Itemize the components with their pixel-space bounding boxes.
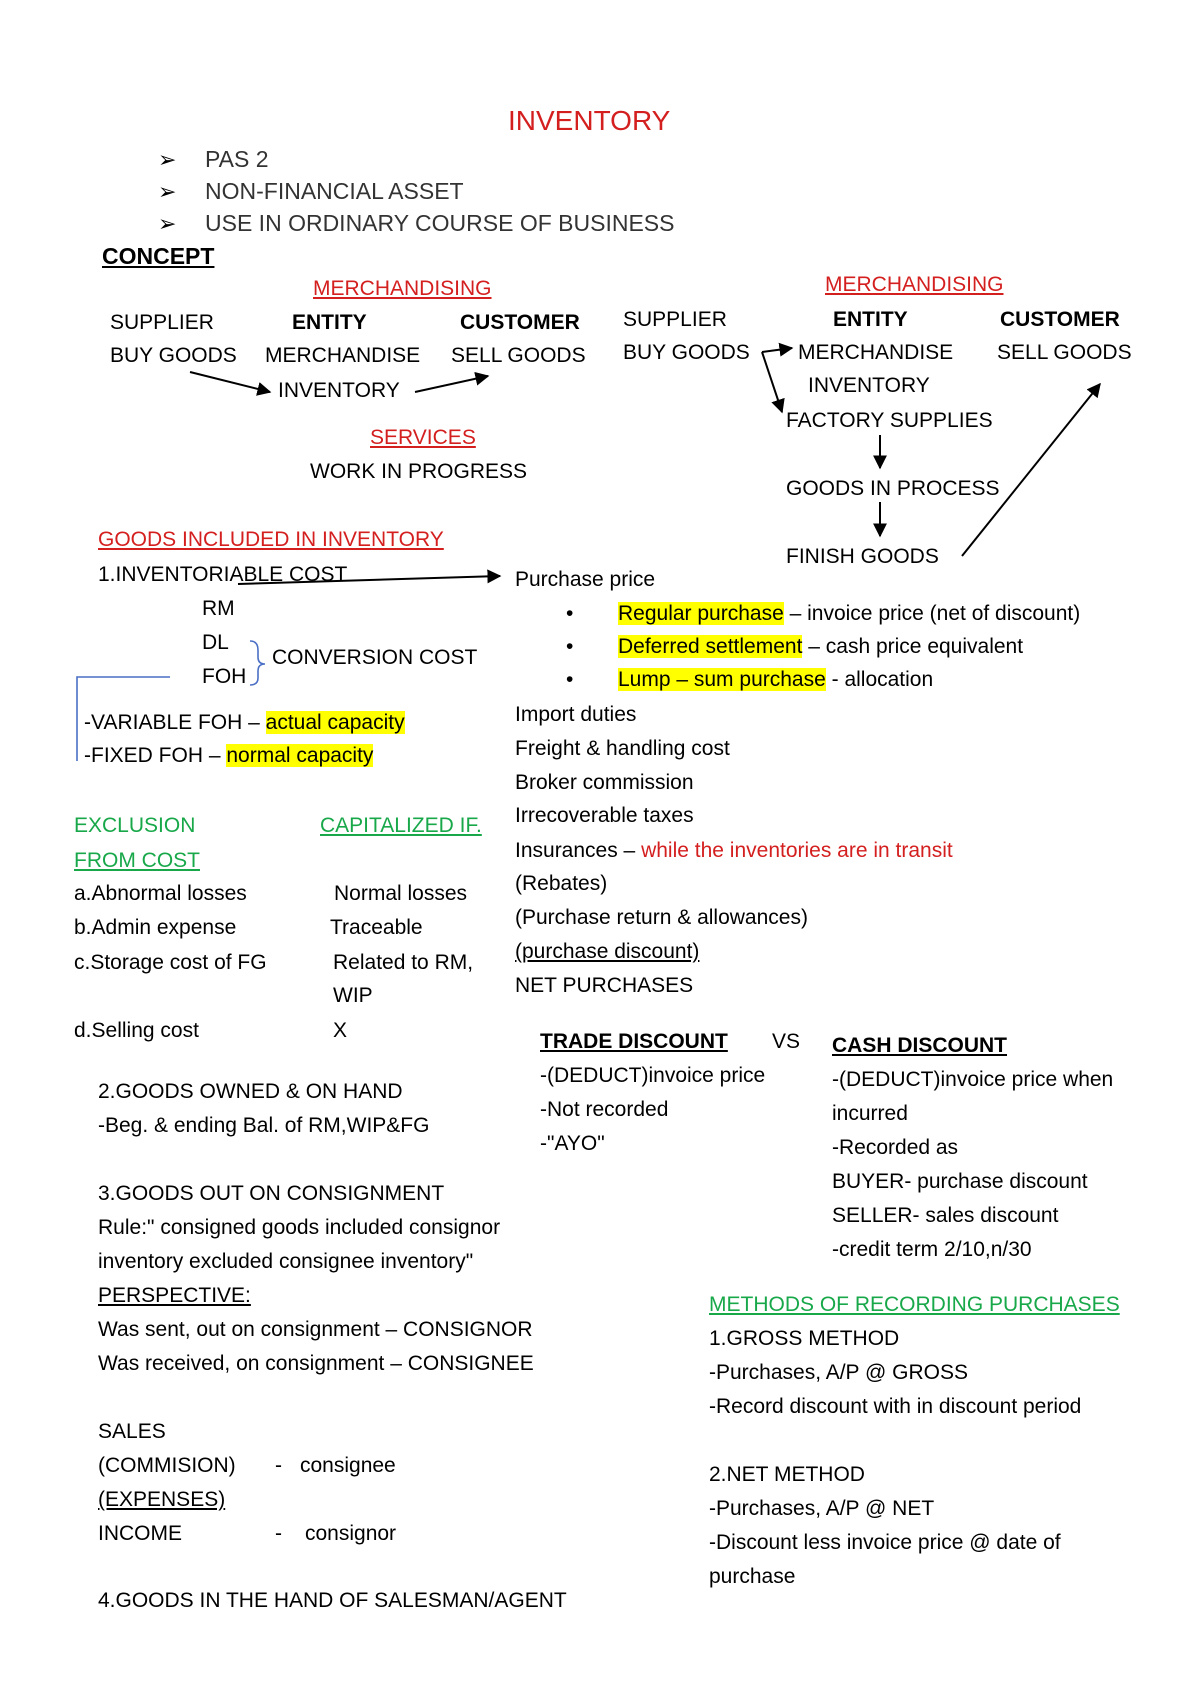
net-purchases: NET PURCHASES [515,974,694,997]
insurances-note: while the inventories are in transit [641,839,953,862]
exclusion-d: d.Selling cost [74,1019,199,1042]
lump-sum-highlight: Lump – sum purchase [618,668,826,691]
purchase-price: Purchase price [515,568,656,591]
goods-included-heading: GOODS INCLUDED IN INVENTORY [98,528,444,551]
import-duties: Import duties [515,703,637,726]
variable-foh [84,710,405,736]
exclusion-heading-2: FROM COST [74,849,200,872]
deferred-settlement-text: – cash price equivalent [802,635,1024,658]
merch-left-customer: CUSTOMER [460,311,580,334]
gross-method: 1.GROSS METHOD [709,1327,900,1350]
merch-right-heading: MERCHANDISING [825,273,1004,296]
bullet-dot-icon: • [566,602,574,625]
bullet-item: PAS 2 [205,146,269,172]
conversion-bracket [250,641,265,685]
capitalized-c-2: WIP [333,984,373,1007]
bullet-item: USE IN ORDINARY COURSE OF BUSINESS [205,210,675,236]
consignment-rule-1: Rule:" consigned goods included consignor [98,1216,501,1239]
trade-discount-heading: TRADE DISCOUNT [540,1030,728,1053]
merch-right-finish: FINISH GOODS [786,545,939,568]
bullet-item: NON-FINANCIAL ASSET [205,178,464,204]
page-title: INVENTORY [508,105,671,136]
capitalized-d: X [333,1019,348,1042]
vs-label: VS [772,1030,801,1053]
merch-left-merchandise: MERCHANDISE [265,344,421,367]
arrow-buy-to-merchandise [762,348,792,352]
merch-right-merchandise: MERCHANDISE [798,341,954,364]
cash-line-5: SELLER- sales discount [832,1204,1059,1227]
arrow-buy-to-factory [762,352,782,412]
fixed-foh [84,743,373,769]
trade-line-1: -(DEDUCT)invoice price [540,1064,766,1087]
cash-discount-heading: CASH DISCOUNT [832,1034,1008,1057]
merch-left-heading: MERCHANDISING [313,277,492,300]
fixed-foh-highlight: normal capacity [226,744,374,767]
irrecoverable-taxes: Irrecoverable taxes [515,804,694,827]
merch-left-buy: BUY GOODS [110,344,237,367]
net-line-2: -Discount less invoice price @ date of [709,1531,1061,1554]
trade-line-2: -Not recorded [540,1098,669,1121]
exclusion-heading-1: EXCLUSION [74,814,196,837]
cash-line-3: -Recorded as [832,1136,959,1159]
income-dash: - [275,1522,282,1545]
concept-heading: CONCEPT [102,243,215,269]
capitalized-heading: CAPITALIZED IF. [320,814,482,837]
exclusion-c: c.Storage cost of FG [74,951,267,974]
inventoriable-text: 1.INVENTORIABLE COST [98,563,348,586]
merch-right-sell: SELL GOODS [997,341,1132,364]
merch-left-inventory: INVENTORY [278,379,400,402]
commision-party: consignee [300,1454,396,1477]
goods-owned-desc: -Beg. & ending Bal. of RM,WIP&FG [98,1114,430,1137]
rm-label: RM [202,597,235,620]
lump-sum-purchase [618,667,933,693]
merch-left-supplier: SUPPLIER [110,311,214,334]
purchase-discount: (purchase discount) [515,940,700,963]
consignment-sent: Was sent, out on consignment – CONSIGNOR [98,1318,533,1341]
freight-cost: Freight & handling cost [515,737,730,760]
lump-sum-text: - allocation [825,668,934,691]
arrow-inventory-to-sell [415,376,488,392]
gross-line-2: -Record discount with in discount period [709,1395,1082,1418]
merch-right-entity: ENTITY [833,308,908,331]
purchase-return: (Purchase return & allowances) [515,906,808,929]
regular-purchase-highlight: Regular purchase [618,602,784,625]
fixed-foh-text: -FIXED FOH – [84,744,227,767]
bullet-dot-icon: • [566,668,574,691]
net-line-3: purchase [709,1565,796,1588]
goods-owned-label: 2.GOODS OWNED & ON HAND [98,1080,403,1103]
services-heading: SERVICES [370,426,476,449]
exclusion-a: a.Abnormal losses [74,882,247,905]
expenses-label: (EXPENSES) [98,1488,226,1511]
variable-foh-highlight: actual capacity [265,711,405,734]
merch-left-sell: SELL GOODS [451,344,586,367]
conversion-cost-label: CONVERSION COST [272,646,478,669]
sales-label: SALES [98,1420,166,1443]
broker-commission: Broker commission [515,771,694,794]
cash-line-4: BUYER- purchase discount [832,1170,1088,1193]
trade-line-3: -"AYO" [540,1132,605,1155]
rebates: (Rebates) [515,872,608,895]
net-method: 2.NET METHOD [709,1463,865,1486]
merch-right-inventory: INVENTORY [808,374,930,397]
merch-right-customer: CUSTOMER [1000,308,1120,331]
income-label: INCOME [98,1522,182,1545]
inventoriable-cost-label [98,562,347,588]
cash-line-1: -(DEDUCT)invoice price when [832,1068,1114,1091]
arrow-buy-to-inventory [190,372,270,392]
consignment-label: 3.GOODS OUT ON CONSIGNMENT [98,1182,445,1205]
capitalized-a: Normal losses [334,882,468,905]
income-party: consignor [305,1522,397,1545]
commision-dash: - [275,1454,282,1477]
insurances [515,838,953,864]
merch-left-entity: ENTITY [292,311,367,334]
commision-label: (COMMISION) [98,1454,236,1477]
consignment-rule-2: inventory excluded consignee inventory" [98,1250,474,1273]
capitalized-b: Traceable [330,916,423,939]
merch-right-gip: GOODS IN PROCESS [786,477,1000,500]
cash-line-2: incurred [832,1102,908,1125]
deferred-settlement [618,634,1023,660]
bullet-dot-icon: • [566,635,574,658]
merch-right-supplier: SUPPLIER [623,308,727,331]
regular-purchase-text: – invoice price (net of discount) [783,602,1081,625]
insurances-text: Insurances – [515,839,642,862]
bullet-arrow-icon: ➢ [158,211,177,236]
capitalized-c-1: Related to RM, [333,951,474,974]
bullet-arrow-icon: ➢ [158,179,177,204]
perspective-label: PERSPECTIVE: [98,1284,251,1307]
exclusion-b: b.Admin expense [74,916,237,939]
merch-right-buy: BUY GOODS [623,341,750,364]
foh-label: FOH [202,665,247,688]
services-wip: WORK IN PROGRESS [310,460,528,483]
methods-heading: METHODS OF RECORDING PURCHASES [709,1293,1120,1316]
merch-right-factory: FACTORY SUPPLIES [786,409,993,432]
dl-label: DL [202,631,229,654]
consignment-received: Was received, on consignment – CONSIGNEE [98,1352,534,1375]
regular-purchase [618,601,1080,627]
bullet-arrow-icon: ➢ [158,147,177,172]
deferred-settlement-highlight: Deferred settlement [618,635,803,658]
variable-foh-text: -VARIABLE FOH – [84,711,266,734]
gross-line-1: -Purchases, A/P @ GROSS [709,1361,969,1384]
cash-line-6: -credit term 2/10,n/30 [832,1238,1032,1261]
net-line-1: -Purchases, A/P @ NET [709,1497,935,1520]
salesman-label: 4.GOODS IN THE HAND OF SALESMAN/AGENT [98,1589,567,1612]
